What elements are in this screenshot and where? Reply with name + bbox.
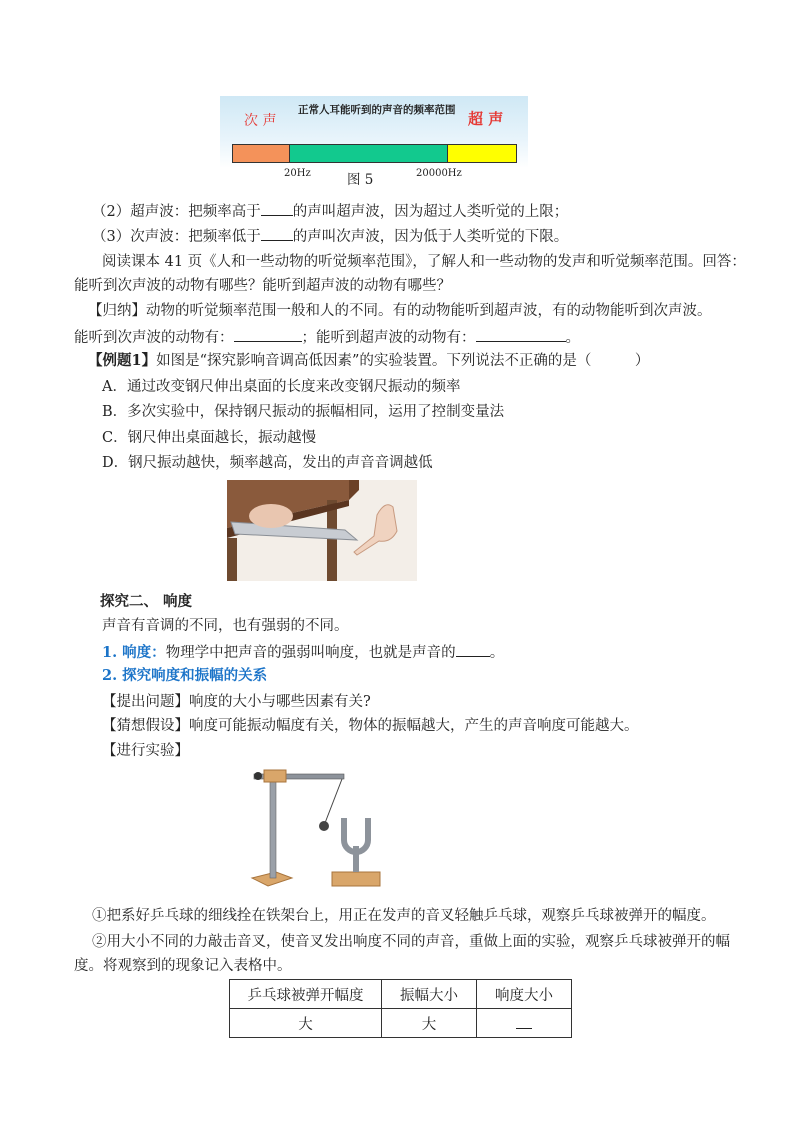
- step2-line: ②用大小不同的力敲击音叉，使音叉发出响度不同的声音，重做上面的实验，观察乒乓球被弹开的幅: [92, 934, 730, 950]
- step2-line-2: 度。将观察到的现象记入表格中。: [74, 958, 292, 974]
- step1-line: ①把系好乒乓球的细线拴在铁架台上，用正在发声的音叉轻触乒乓球，观察乒乓球被弹开的幅度。: [92, 908, 716, 924]
- blank-ultrasonic[interactable]: [261, 201, 293, 216]
- hypothesis-line: 【猜想假设】响度可能振动幅度有关，物体的振幅越大，产生的声音响度可能越大。: [102, 718, 639, 734]
- option-d[interactable]: D．钢尺振动越快，频率越高，发出的声音音调越低: [102, 455, 433, 471]
- ultrasonic-text-b: 的声叫超声波，因为超过人类听觉的上限；: [292, 204, 569, 220]
- observation-table: [229, 979, 572, 1038]
- tick-20000hz: 20000Hz: [416, 168, 462, 179]
- loudness-def-end: 。: [489, 645, 505, 661]
- example1-stem-line: [88, 351, 649, 371]
- section2-heading: 探究二、 响度: [100, 593, 193, 610]
- table-header-row: [230, 980, 572, 1009]
- tuning-fork-apparatus-image: [248, 766, 384, 894]
- infrasound-label: 次 声: [244, 113, 277, 129]
- example1-tag: 【例题1】: [88, 352, 157, 369]
- blank-loudness[interactable]: [456, 642, 490, 657]
- table-cell-blank[interactable]: [477, 1009, 572, 1038]
- figure-caption: 图 5: [347, 172, 374, 188]
- option-c[interactable]: C．钢尺伸出桌面越长，振动越慢: [102, 430, 317, 446]
- blank-infrasound-animals[interactable]: [234, 327, 302, 342]
- blank-loudness-size[interactable]: [516, 1014, 532, 1029]
- question-line: 【提出问题】响度的大小与哪些因素有关?: [102, 694, 371, 710]
- fill-animals-line: [74, 327, 580, 348]
- blank-ultrasound-animals[interactable]: [476, 327, 566, 342]
- table-row: [230, 1009, 572, 1038]
- infrasonic-line: [92, 226, 568, 247]
- infrasonic-text-b: 的声叫次声波，因为低于人类听觉的下限。: [292, 229, 569, 245]
- fill-text-b: ；能听到超声波的动物有：: [301, 330, 476, 346]
- audible-band: [289, 144, 448, 163]
- loudness-def-label: 1. 响度：: [102, 644, 166, 661]
- tick-20hz: 20Hz: [284, 168, 311, 179]
- reading-line-2: 能听到次声波的动物有哪些？能听到超声波的动物有哪些？: [74, 278, 451, 294]
- infrasonic-text-a: （3）次声波：把频率低于: [92, 229, 261, 245]
- option-a[interactable]: A．通过改变钢尺伸出桌面的长度来改变钢尺振动的频率: [102, 379, 461, 395]
- table-header: 响度大小: [477, 980, 572, 1009]
- loudness-definition: [102, 642, 504, 663]
- ultrasound-band: [447, 144, 517, 163]
- table-header: 乒乓球被弹开幅度: [230, 980, 382, 1009]
- ultrasonic-line: [92, 201, 568, 222]
- frequency-range-figure: [220, 96, 528, 168]
- loudness-def-text: 物理学中把声音的强弱叫响度，也就是声音的: [165, 645, 456, 661]
- fill-text-end: 。: [565, 330, 580, 346]
- section2-intro: 声音有音调的不同，也有强弱的不同。: [102, 618, 349, 634]
- subheading-amplitude: 2. 探究响度和振幅的关系: [102, 667, 268, 684]
- ruler-on-table-image: [227, 480, 417, 581]
- table-header: 振幅大小: [382, 980, 477, 1009]
- summary-line: 【归纳】动物的听觉频率范围一般和人的不同。有的动物能听到超声波，有的动物能听到次声波。: [88, 303, 712, 319]
- figure-title: 正常人耳能听到的声音的频率范围: [298, 104, 456, 116]
- reading-line: 阅读课本 41 页《人和一些动物的听觉频率范围》，了解人和一些动物的发声和听觉频率范围。回答：: [102, 254, 746, 270]
- infrasound-band: [232, 144, 290, 163]
- example1-stem: 如图是“探究影响音调高低因素”的实验装置。下列说法不正确的是（ ）: [156, 353, 650, 369]
- experiment-line: 【进行实验】: [102, 743, 189, 759]
- table-cell: 大: [382, 1009, 477, 1038]
- table-cell: 大: [230, 1009, 382, 1038]
- fill-text-a: 能听到次声波的动物有：: [74, 330, 234, 346]
- ultrasonic-text-a: （2）超声波：把频率高于: [92, 204, 261, 220]
- option-b[interactable]: B．多次实验中，保持钢尺振动的振幅相同，运用了控制变量法: [102, 404, 505, 420]
- ultrasound-label: 超 声: [468, 110, 504, 128]
- blank-infrasonic[interactable]: [261, 226, 293, 241]
